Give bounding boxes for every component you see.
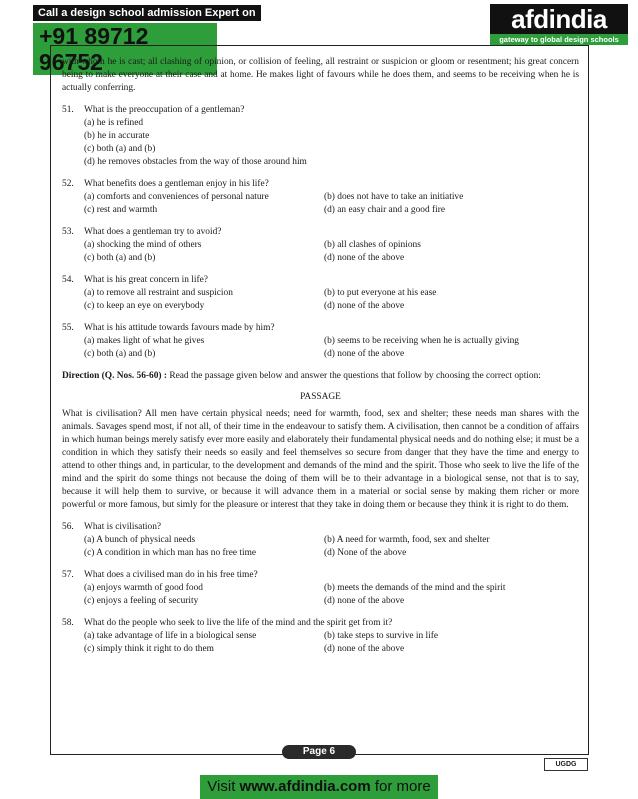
option: (b) does not have to take an initiative [324, 192, 464, 202]
question-text: What benefits does a gentleman enjoy in his life? [84, 179, 269, 189]
option: (a) he is refined [84, 118, 144, 128]
option: (a) enjoys warmth of good food [84, 583, 203, 593]
option-row [62, 204, 579, 217]
option: (d) he removes obstacles from the way of those around him [84, 157, 307, 167]
question-stem [62, 226, 579, 239]
logo-tagline: gateway to global design schools [490, 34, 628, 45]
question-stem [62, 178, 579, 191]
option: (d) None of the above [324, 548, 407, 558]
question [62, 274, 579, 313]
option: (d) none of the above [324, 253, 405, 263]
option: (b) take steps to survive in life [324, 631, 439, 641]
option: (d) an easy chair and a good fire [324, 205, 446, 215]
question-stem [62, 274, 579, 287]
option: (b) meets the demands of the mind and the spirit [324, 583, 506, 593]
question [62, 178, 579, 217]
question-stem [62, 104, 579, 117]
option: (c) rest and warmth [84, 205, 158, 215]
option: (b) seems to be receiving when he is actually giving [324, 336, 519, 346]
question-text: What does a civilised man do in his free time? [84, 570, 258, 580]
logo-text: afdindia [490, 4, 628, 34]
footer-banner[interactable] [200, 775, 438, 799]
option: (b) A need for warmth, food, sex and shelter [324, 535, 490, 545]
question-number: 54. [62, 275, 74, 285]
option-row [62, 595, 579, 608]
question-text: What does a gentleman try to avoid? [84, 227, 222, 237]
question-text: What is civilisation? [84, 522, 162, 532]
option: (b) to put everyone at his ease [324, 288, 437, 298]
question-number: 57. [62, 570, 74, 580]
question-number: 52. [62, 179, 74, 189]
option: (d) none of the above [324, 596, 405, 606]
option: (a) makes light of what he gives [84, 336, 205, 346]
option-row [62, 534, 579, 547]
question-text: What is the preoccupation of a gentleman? [84, 105, 245, 115]
option-row [62, 547, 579, 560]
question [62, 104, 579, 169]
footer-suffix: for more [370, 778, 431, 795]
direction [62, 370, 579, 383]
header-phone[interactable]: +91 89712 96752 [33, 23, 217, 75]
question [62, 322, 579, 361]
question-text: What is his attitude towards favours made by him? [84, 323, 275, 333]
option: (c) both (a) and (b) [84, 144, 156, 154]
question-text: What is his great concern in life? [84, 275, 208, 285]
option-row [62, 239, 579, 252]
questions-51-55 [62, 104, 579, 361]
question [62, 617, 579, 656]
option-row [62, 335, 579, 348]
option: (c) both (a) and (b) [84, 253, 156, 263]
option: (c) enjoys a feeling of security [84, 596, 199, 606]
question-stem [62, 322, 579, 335]
option: (d) none of the above [324, 644, 405, 654]
direction-label: Direction (Q. Nos. 56-60) : [62, 371, 168, 381]
option-row [62, 287, 579, 300]
question-stem [62, 569, 579, 582]
question [62, 226, 579, 265]
option: (a) comforts and conveniences of personal nature [84, 192, 269, 202]
option: (c) both (a) and (b) [84, 349, 156, 359]
option-row [62, 582, 579, 595]
option: (a) shocking the mind of others [84, 240, 202, 250]
option-row [62, 348, 579, 361]
question-number: 53. [62, 227, 74, 237]
question-number: 58. [62, 618, 74, 628]
question-stem [62, 521, 579, 534]
option: (b) he in accurate [84, 131, 150, 141]
passage-paragraph: What is civilisation? All men have certain physical needs; need for warmth, food, sex and shelter; these needs man shares with the animals. Savages spend most, if not all, of their time in the endeavour to satisfy them. A civilisation, then cannot be a condition of affairs in which human beings merely satisfy ever more easily and elaborately their fundamental physical needs and do nothing else; it must be a condition in which they satisfy their needs so easily and feel themselves so secure from danger that they have the time and energy to attend to other things and, in particular, to the development and demands of the mind and the spirit. Those who seek to live the life of the mind and the spirit do some things not because the doing of them will be to their advantage in a biological sense, not that is to say, because it will help them to survive, or because it will advance them in a material or social sense by making them richer or more powerful or more famous, but simly for the pleasure or interest that they take in doing them or because they think it is right to do them. [62, 409, 579, 510]
header-tagline: Call a design school admission Expert on [33, 5, 261, 21]
option: (c) simply think it right to do them [84, 644, 214, 654]
option-row [62, 191, 579, 204]
question-text: What do the people who seek to live the life of the mind and the spirit get from it? [84, 618, 393, 628]
option: (a) A bunch of physical needs [84, 535, 196, 545]
page-number: Page 6 [282, 745, 356, 759]
question-stem [62, 617, 579, 630]
option: (a) to remove all restraint and suspicion [84, 288, 233, 298]
questions-56-58 [62, 521, 579, 656]
question-number: 55. [62, 323, 74, 333]
afdindia-logo [490, 4, 628, 45]
question-number: 51. [62, 105, 74, 115]
intro-paragraph: with whom he is cast; all clashing of opinion, or collision of feeling, all restraint or suspicion or gloom or resentment; his great concern being to make everyone at their case and at home. He makes light of favours while he does them, and seems to be receiving when he is actually conferring. [62, 57, 579, 93]
option: (d) none of the above [324, 349, 405, 359]
passage-title: PASSAGE [300, 392, 341, 402]
option: (c) to keep an eye on everybody [84, 301, 205, 311]
document-body [62, 56, 579, 656]
option-row [62, 643, 579, 656]
paper-code: UGDG [544, 758, 588, 771]
question [62, 521, 579, 560]
option-row [62, 252, 579, 265]
option: (b) all clashes of opinions [324, 240, 421, 250]
footer-site-link[interactable]: www.afdindia.com [239, 778, 371, 795]
option-row [62, 300, 579, 313]
question-number: 56. [62, 522, 74, 532]
option: (a) take advantage of life in a biological sense [84, 631, 257, 641]
option-row [62, 630, 579, 643]
option: (c) A condition in which man has no free time [84, 548, 257, 558]
option: (d) none of the above [324, 301, 405, 311]
footer-prefix: Visit [207, 778, 240, 795]
direction-text: Read the passage given below and answer the questions that follow by choosing the correct option: [169, 371, 541, 381]
question [62, 569, 579, 608]
